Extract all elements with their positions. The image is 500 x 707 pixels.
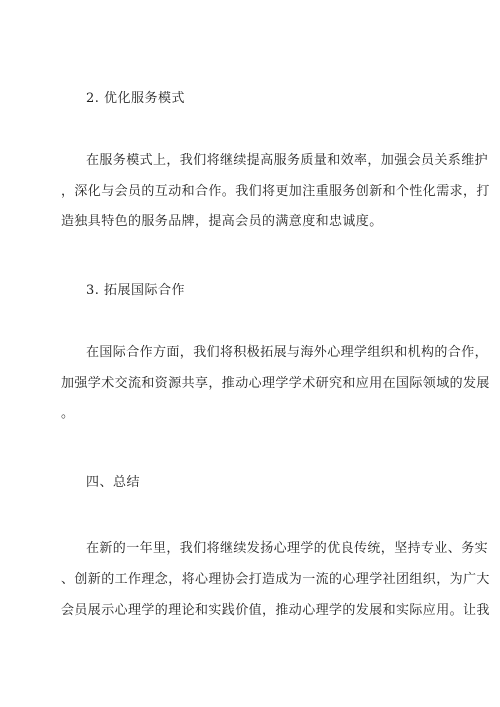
- paragraph-line: 在服务模式上，我们将继续提高服务质量和效率，加强会员关系维护: [86, 153, 489, 168]
- paragraph-line: 、创新的工作理念，将心理协会打造成为一流的心理学社团组织，为广大: [61, 572, 490, 587]
- paragraph-line: 在国际合作方面，我们将积极拓展与海外心理学组织和机构的合作，: [86, 345, 489, 360]
- paragraph-line: 造独具特色的服务品牌，提高会员的满意度和忠诚度。: [61, 214, 383, 229]
- paragraph-line: ，深化与会员的互动和合作。我们将更加注重服务创新和个性化需求，打: [61, 184, 490, 199]
- section-heading-summary: 四、总结: [86, 475, 141, 490]
- section-heading-service-mode: 2. 优化服务模式: [86, 91, 186, 106]
- paragraph-line: 加强学术交流和资源共享，推动心理学学术研究和应用在国际领域的发展: [61, 376, 490, 391]
- section-heading-international-cooperation: 3. 拓展国际合作: [86, 283, 186, 298]
- paragraph-line: 。: [61, 406, 75, 421]
- paragraph-line: 在新的一年里，我们将继续发扬心理学的优良传统，坚持专业、务实: [86, 541, 489, 556]
- paragraph-line: 会员展示心理学的理论和实践价值，推动心理学的发展和实际应用。让我: [61, 603, 490, 618]
